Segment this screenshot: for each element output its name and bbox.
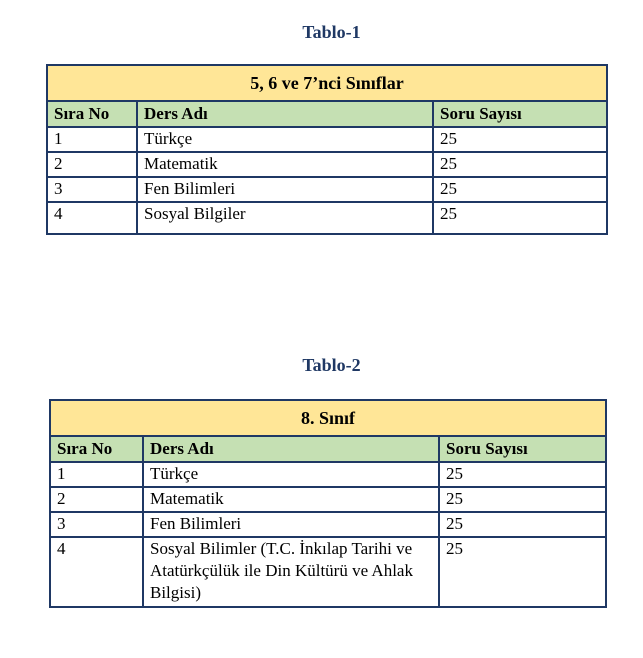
course-name: Matematik xyxy=(143,487,439,512)
row-number: 4 xyxy=(47,202,137,234)
column-header-soru-sayisi: Soru Sayısı xyxy=(439,436,606,462)
column-header-sira-no: Sıra No xyxy=(50,436,143,462)
question-count: 25 xyxy=(433,202,607,234)
row-number: 3 xyxy=(50,512,143,537)
course-name: Sosyal Bilimler (T.C. İnkılap Tarihi ve Atatürkçülük ile Din Kültürü ve Ahlak Bilgisi) xyxy=(143,537,439,607)
column-header-sira-no: Sıra No xyxy=(47,101,137,127)
table-2-header-row xyxy=(50,436,606,462)
table-1-title: 5, 6 ve 7’nci Sınıflar xyxy=(47,65,607,101)
column-header-ders-adi: Ders Adı xyxy=(137,101,433,127)
table-row xyxy=(50,512,606,537)
row-number: 1 xyxy=(47,127,137,152)
column-header-ders-adi: Ders Adı xyxy=(143,436,439,462)
course-name: Fen Bilimleri xyxy=(137,177,433,202)
table-row xyxy=(47,127,607,152)
question-count: 25 xyxy=(433,152,607,177)
question-count: 25 xyxy=(433,177,607,202)
table-1 xyxy=(46,64,608,235)
table-row xyxy=(47,152,607,177)
course-name: Fen Bilimleri xyxy=(143,512,439,537)
question-count: 25 xyxy=(433,127,607,152)
table-row xyxy=(50,537,606,607)
question-count: 25 xyxy=(439,462,606,487)
course-name: Sosyal Bilgiler xyxy=(137,202,433,234)
question-count: 25 xyxy=(439,512,606,537)
column-header-soru-sayisi: Soru Sayısı xyxy=(433,101,607,127)
table-1-caption: Tablo-1 xyxy=(302,22,361,42)
course-name: Türkçe xyxy=(143,462,439,487)
row-number: 2 xyxy=(47,152,137,177)
table-row xyxy=(50,462,606,487)
table-2 xyxy=(49,399,607,608)
row-number: 3 xyxy=(47,177,137,202)
question-count: 25 xyxy=(439,537,606,607)
table-2-title-row xyxy=(50,400,606,436)
table-1-title-row xyxy=(47,65,607,101)
table-row xyxy=(47,202,607,234)
table-2-caption: Tablo-2 xyxy=(302,355,361,375)
table-1-header-row xyxy=(47,101,607,127)
row-number: 4 xyxy=(50,537,143,607)
course-name: Türkçe xyxy=(137,127,433,152)
row-number: 1 xyxy=(50,462,143,487)
table-row xyxy=(47,177,607,202)
table-2-title: 8. Sınıf xyxy=(50,400,606,436)
table-row xyxy=(50,487,606,512)
row-number: 2 xyxy=(50,487,143,512)
question-count: 25 xyxy=(439,487,606,512)
course-name: Matematik xyxy=(137,152,433,177)
